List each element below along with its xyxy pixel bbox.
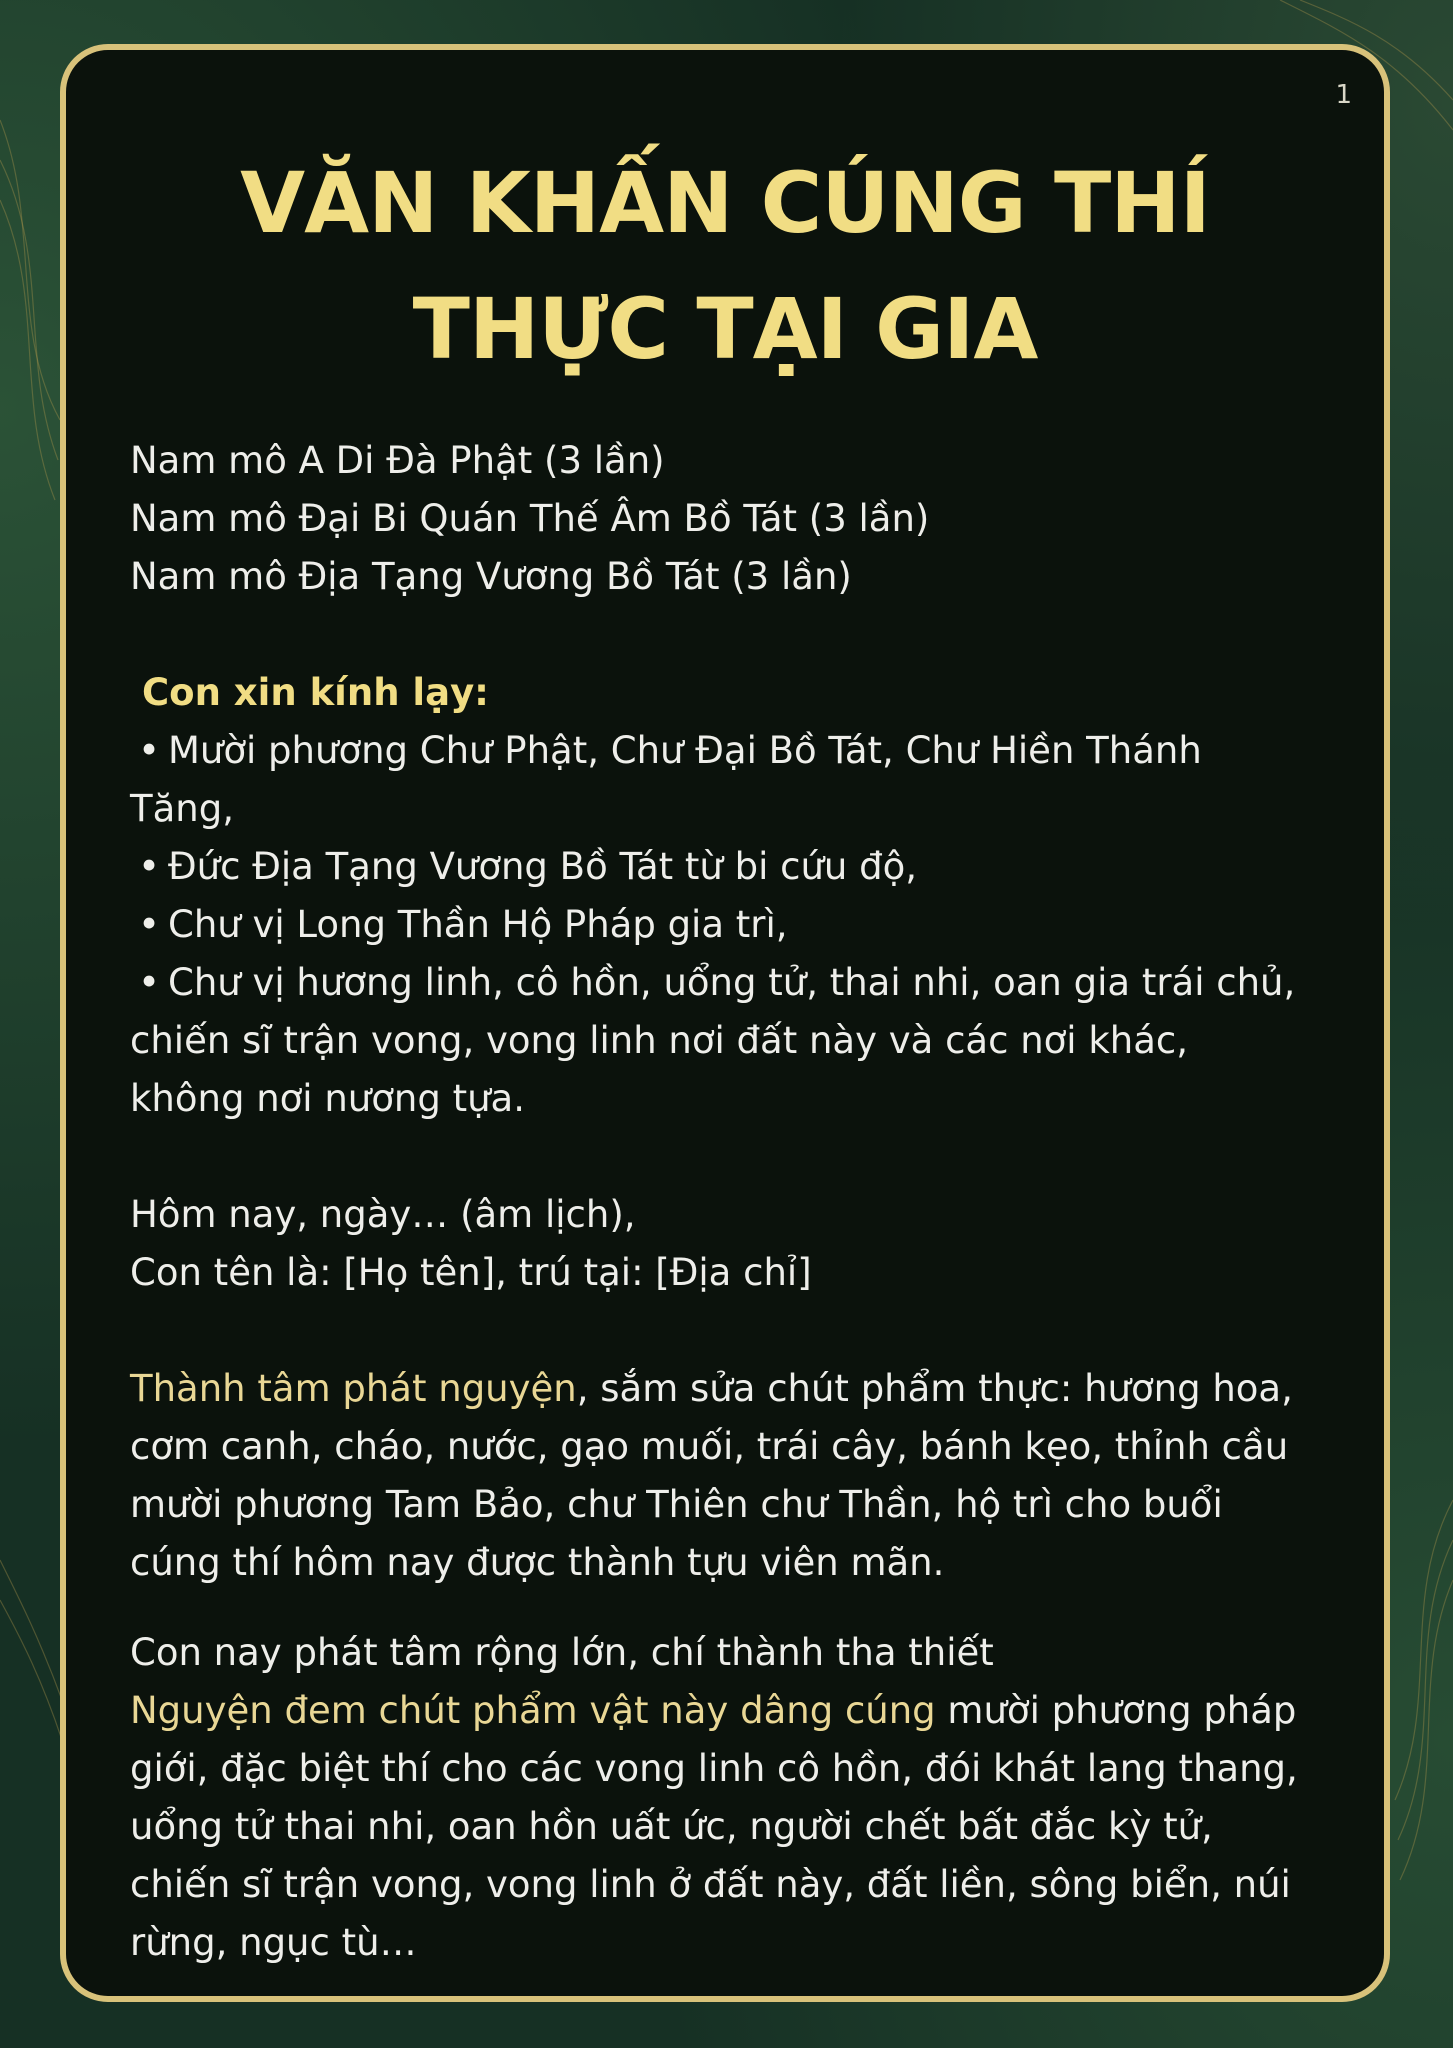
title-line-1: VĂN KHẤN CÚNG THÍ	[240, 154, 1210, 252]
offering-text: mười phương pháp giới, đặc biệt thí cho các vong linh cô hồn, đói khát lang thang, uổng tử thai nhi, oan hồn uất ức, người chết bất đắc kỳ tử, chiến sĩ trận vong, vong linh ở đất này, đất liền, sông biển, núi rừng, ngục tù…	[130, 1689, 1298, 1964]
title-line-2: THỰC TẠI GIA	[412, 280, 1038, 378]
vow-text: , sắm sửa chút phẩm thực: hương hoa, cơm canh, cháo, nước, gạo muối, trái cây, bánh kẹo, thỉnh cầu mười phương Tam Bảo, chư Thiên chư Thần, hộ trì cho buổi cúng thí hôm nay được thành tựu viên mãn.	[130, 1367, 1293, 1584]
respect-heading: Con xin kính lạy:	[142, 671, 489, 714]
bullet-icon: •	[138, 729, 160, 772]
respect-item: • Đức Địa Tạng Vương Bồ Tát từ bi cứu độ,	[130, 838, 1310, 896]
bullet-icon: •	[138, 903, 160, 946]
offering-paragraph	[130, 1682, 1310, 1972]
invocation-line: Nam mô A Di Đà Phật (3 lần)	[130, 439, 665, 482]
respect-item: • Mười phương Chư Phật, Chư Đại Bồ Tát, Chư Hiền Thánh Tăng,	[130, 722, 1310, 838]
page-number: 1	[1335, 80, 1352, 110]
invocation-line: Nam mô Địa Tạng Vương Bồ Tát (3 lần)	[130, 555, 852, 598]
invocation-line: Nam mô Đại Bi Quán Thế Âm Bồ Tát (3 lần)	[130, 497, 930, 540]
bullet-icon: •	[138, 961, 160, 1004]
page-title	[66, 140, 1384, 392]
respect-item: • Chư vị hương linh, cô hồn, uổng tử, thai nhi, oan gia trái chủ, chiến sĩ trận vong, vong linh nơi đất này và các nơi khác, không nơi nương tựa.	[130, 954, 1310, 1128]
name-address-line: Con tên là: [Họ tên], trú tại: [Địa chỉ]	[130, 1251, 812, 1294]
vow-highlight: Thành tâm phát nguyện	[130, 1367, 577, 1410]
offering-line: Con nay phát tâm rộng lớn, chí thành tha thiết	[130, 1631, 994, 1674]
prayer-text	[130, 432, 1310, 1972]
respect-item: • Chư vị Long Thần Hộ Pháp gia trì,	[130, 896, 1310, 954]
date-line: Hôm nay, ngày… (âm lịch),	[130, 1193, 636, 1236]
offering-highlight: Nguyện đem chút phẩm vật này dâng cúng	[130, 1689, 936, 1732]
bullet-icon: •	[138, 845, 160, 888]
prayer-card	[60, 44, 1390, 2002]
vow-paragraph	[130, 1360, 1310, 1592]
